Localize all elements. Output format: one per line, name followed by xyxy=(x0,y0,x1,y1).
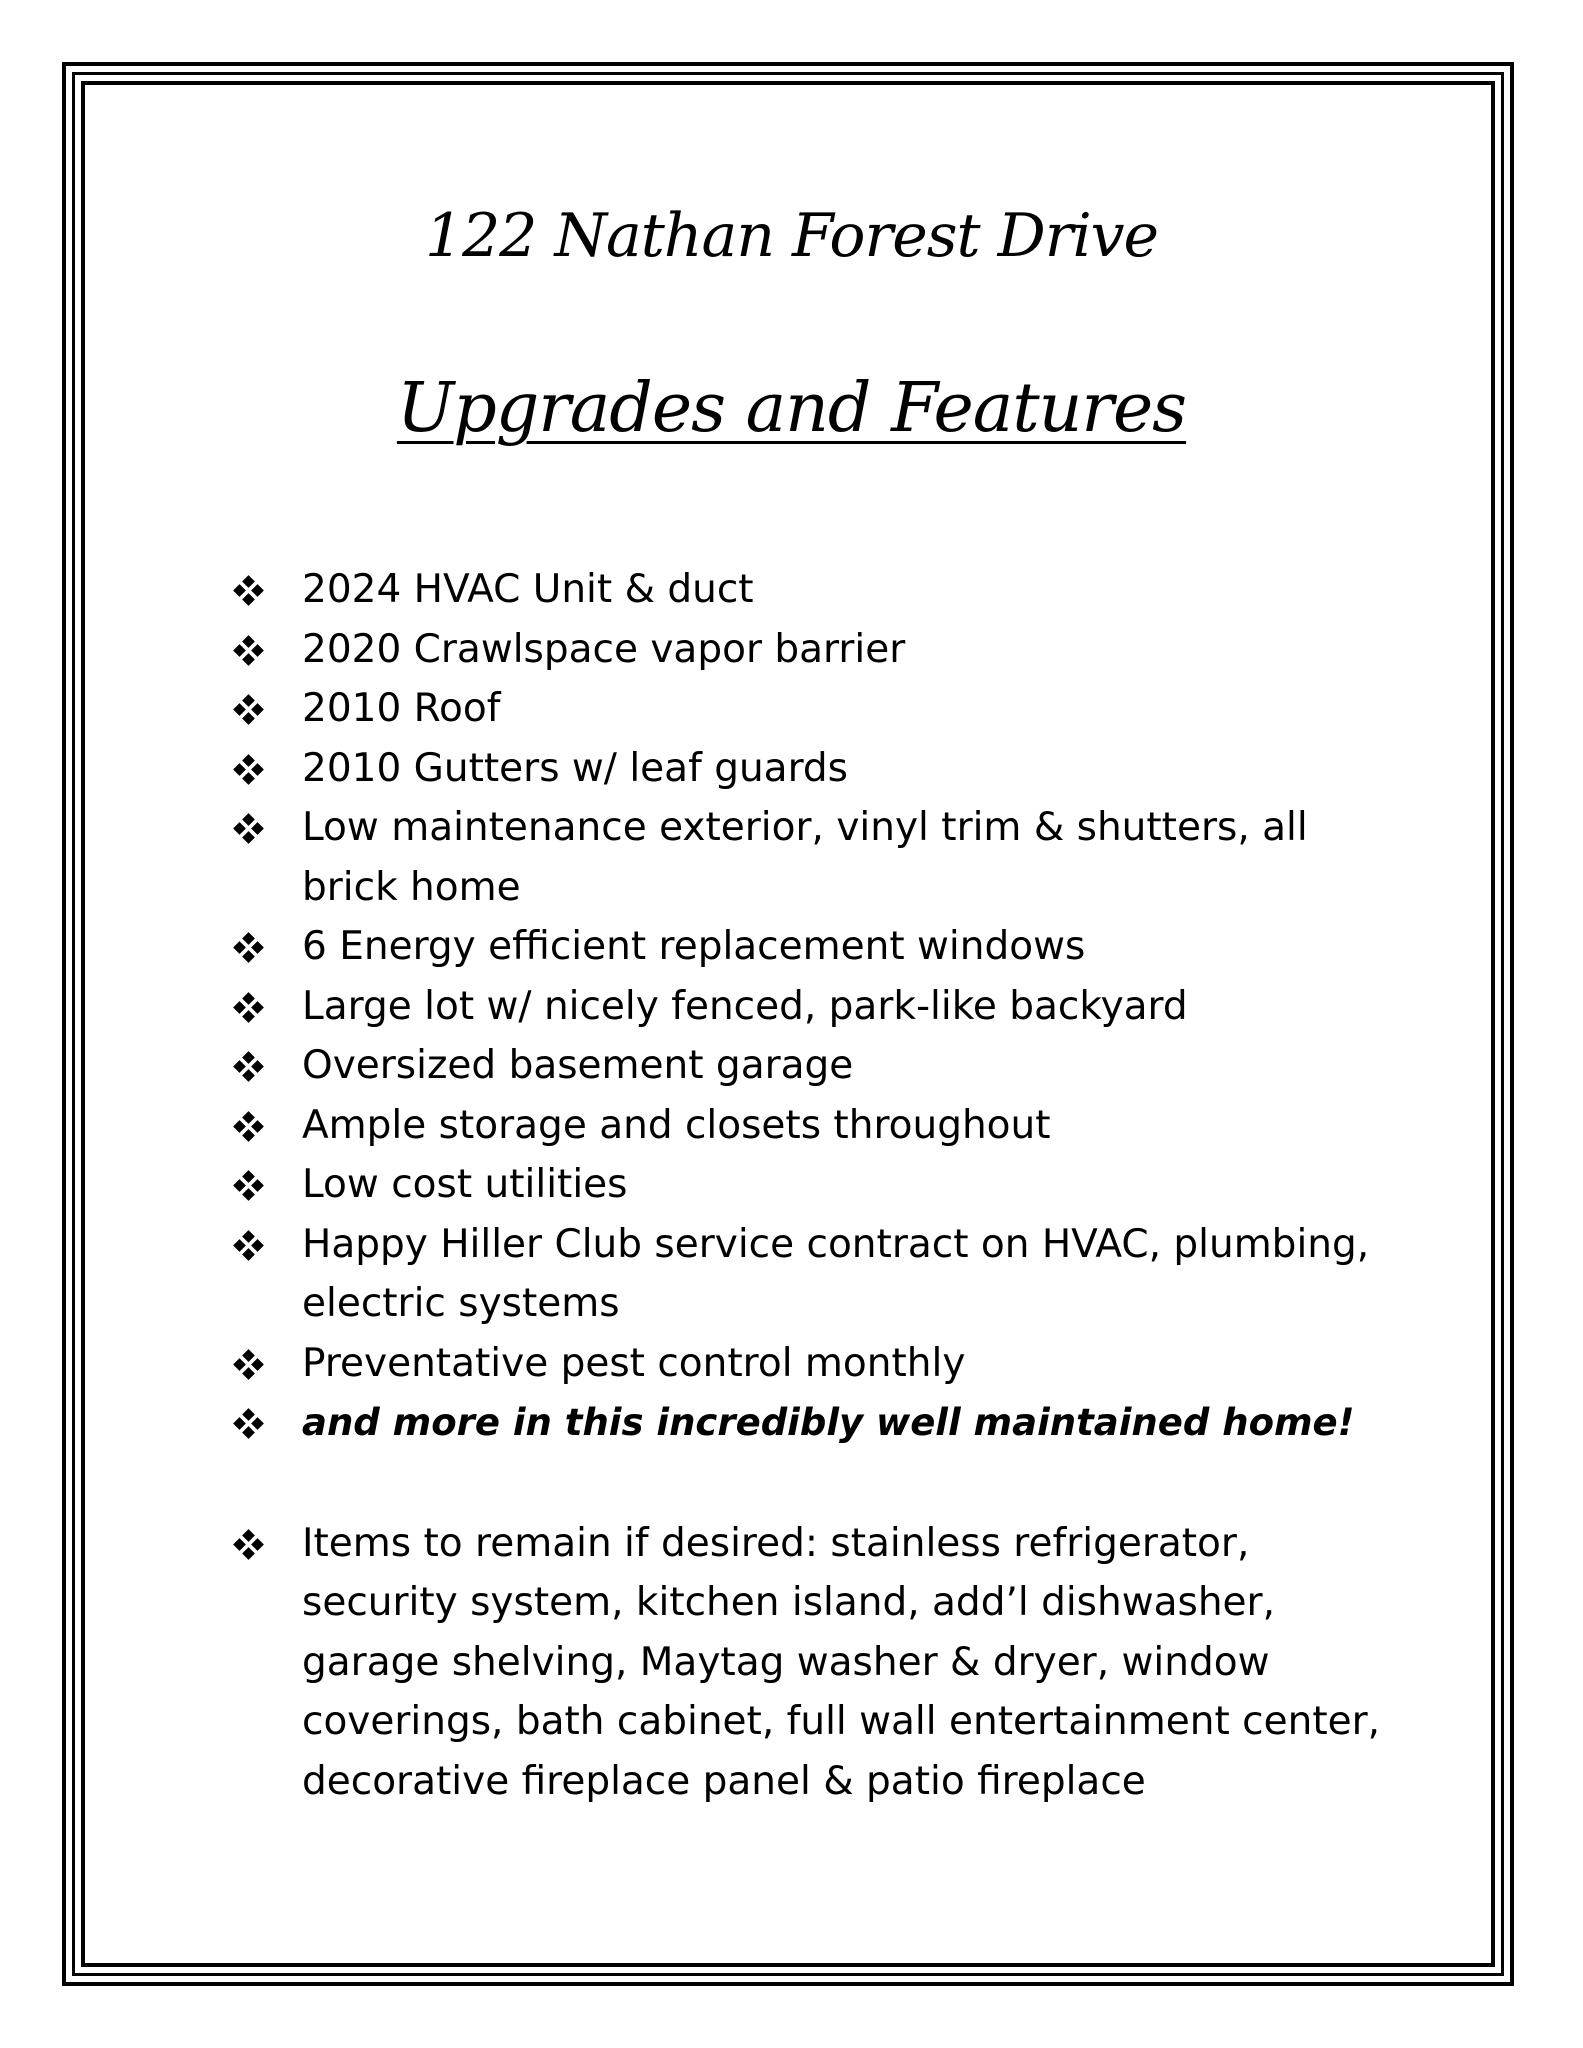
feature-item xyxy=(232,560,1382,620)
diamond-bullet-icon xyxy=(234,695,264,725)
feature-item xyxy=(232,1155,1382,1215)
feature-text: 2020 Crawlspace vapor barrier xyxy=(302,626,906,672)
diamond-bullet-icon xyxy=(234,814,264,844)
feature-text: 2010 Roof xyxy=(302,686,501,731)
feature-item xyxy=(232,1036,1382,1096)
diamond-bullet-icon xyxy=(234,1112,264,1142)
feature-text: Preventative pest control monthly xyxy=(302,1340,966,1386)
property-address: 122 Nathan Forest Drive xyxy=(424,201,1159,271)
feature-item xyxy=(232,620,1382,680)
features-list xyxy=(232,560,1382,1811)
feature-text: Low cost utilities xyxy=(302,1162,628,1207)
feature-item xyxy=(232,977,1382,1037)
diamond-bullet-icon xyxy=(234,993,264,1023)
diamond-bullet-icon xyxy=(234,1530,264,1560)
diamond-bullet-icon xyxy=(234,576,264,606)
items-to-remain-item xyxy=(232,1514,1382,1812)
feature-text: 2010 Gutters w/ leaf guards xyxy=(302,745,848,791)
feature-item xyxy=(232,679,1382,739)
diamond-bullet-icon xyxy=(234,1052,264,1082)
heading-text: Upgrades and Features xyxy=(396,369,1187,448)
items-to-remain-text: Items to remain if desired: stainless refrigerator, security system, kitchen island, add’l dishwasher, garage shelving, Maytag washer & dryer, window coverings, bath cabinet, full wall entertainment center, decorative fireplace panel & patio fireplace xyxy=(302,1520,1381,1804)
diamond-bullet-icon xyxy=(234,755,264,785)
page-heading xyxy=(0,364,1583,454)
feature-text: 2024 HVAC Unit & duct xyxy=(302,567,754,612)
feature-text: Ample storage and closets throughout xyxy=(302,1102,1051,1148)
feature-item xyxy=(232,798,1382,917)
diamond-bullet-icon xyxy=(234,1350,264,1380)
feature-text: Oversized basement garage xyxy=(302,1043,854,1088)
diamond-bullet-icon xyxy=(234,636,264,666)
feature-text: Low maintenance exterior, vinyl trim & shutters, all brick home xyxy=(302,805,1308,910)
feature-item xyxy=(232,1096,1382,1156)
feature-item xyxy=(232,1334,1382,1394)
diamond-bullet-icon xyxy=(234,933,264,963)
feature-item xyxy=(232,1215,1382,1334)
feature-text: Large lot w/ nicely fenced, park-like backyard xyxy=(302,983,1188,1029)
feature-text: Happy Hiller Club service contract on HVAC, plumbing, electric systems xyxy=(302,1221,1370,1326)
closing-feature-item xyxy=(232,1393,1382,1453)
feature-item xyxy=(232,739,1382,799)
diamond-bullet-icon xyxy=(234,1171,264,1201)
feature-item xyxy=(232,917,1382,977)
diamond-bullet-icon xyxy=(234,1409,264,1439)
closing-feature-text: and more in this incredibly well maintained home! xyxy=(302,1401,1355,1444)
diamond-bullet-icon xyxy=(234,1231,264,1261)
feature-text: 6 Energy efficient replacement windows xyxy=(302,924,1086,969)
